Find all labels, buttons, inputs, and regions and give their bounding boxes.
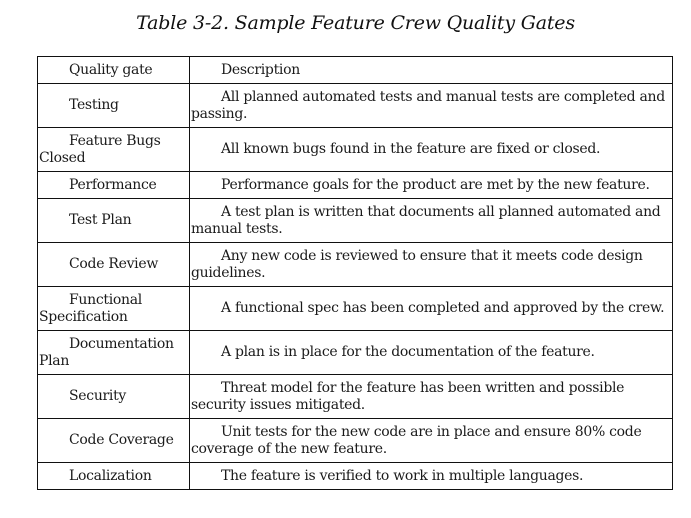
gate-description: Any new code is reviewed to ensure that it meets code design guidelines. bbox=[191, 247, 643, 281]
table-row bbox=[38, 84, 673, 128]
header-cell-description bbox=[190, 57, 673, 84]
gate-name: Test Plan bbox=[69, 212, 132, 228]
gate-name: Security bbox=[69, 388, 127, 404]
table-row bbox=[38, 419, 673, 463]
gate-description: All planned automated tests and manual tests are completed and passing. bbox=[191, 88, 665, 122]
table-row bbox=[38, 199, 673, 243]
gate-name: Testing bbox=[69, 97, 119, 113]
table-row bbox=[38, 172, 673, 199]
table-row bbox=[38, 287, 673, 331]
description-cell bbox=[190, 287, 673, 331]
gate-name: Localization bbox=[69, 467, 152, 484]
gate-description: A functional spec has been completed and approved by the crew. bbox=[221, 300, 665, 316]
gate-cell bbox=[38, 331, 190, 375]
description-cell bbox=[190, 375, 673, 419]
gate-name: Documentation Plan bbox=[39, 335, 174, 369]
header-label: Quality gate bbox=[69, 61, 153, 78]
gate-description: Unit tests for the new code are in place and ensure 80% code coverage of the new feature. bbox=[191, 423, 642, 457]
header-label: Description bbox=[221, 61, 300, 78]
gate-cell bbox=[38, 172, 190, 199]
gate-cell bbox=[38, 287, 190, 331]
description-cell bbox=[190, 172, 673, 199]
gate-name: Code Review bbox=[69, 256, 159, 272]
description-cell bbox=[190, 84, 673, 128]
description-cell bbox=[190, 331, 673, 375]
gate-description: A plan is in place for the documentation of the feature. bbox=[221, 344, 595, 360]
table-row bbox=[38, 375, 673, 419]
table-header-row bbox=[38, 57, 673, 84]
gate-description: All known bugs found in the feature are fixed or closed. bbox=[221, 141, 601, 157]
table-row bbox=[38, 463, 673, 490]
gate-cell bbox=[38, 463, 190, 490]
gate-description: A test plan is written that documents all planned automated and manual tests. bbox=[191, 203, 661, 237]
description-cell bbox=[190, 419, 673, 463]
header-cell-quality-gate bbox=[38, 57, 190, 84]
gate-description: Threat model for the feature has been written and possible security issues mitigated. bbox=[191, 379, 625, 413]
gate-cell bbox=[38, 419, 190, 463]
gate-name: Feature Bugs Closed bbox=[39, 132, 161, 166]
gate-name: Code Coverage bbox=[69, 432, 174, 448]
gate-cell bbox=[38, 128, 190, 172]
gate-description: The feature is verified to work in multiple languages. bbox=[221, 467, 584, 484]
table-row bbox=[38, 128, 673, 172]
gate-cell bbox=[38, 243, 190, 287]
gate-cell bbox=[38, 375, 190, 419]
description-cell bbox=[190, 128, 673, 172]
gate-name: Functional Specification bbox=[39, 291, 142, 325]
description-cell bbox=[190, 463, 673, 490]
gate-cell bbox=[38, 199, 190, 243]
table-row bbox=[38, 243, 673, 287]
gate-name: Performance bbox=[69, 176, 157, 193]
gate-cell bbox=[38, 84, 190, 128]
description-cell bbox=[190, 199, 673, 243]
gate-description: Performance goals for the product are met by the new feature. bbox=[221, 176, 650, 193]
description-cell bbox=[190, 243, 673, 287]
table-row bbox=[38, 331, 673, 375]
quality-gates-table bbox=[37, 56, 673, 490]
table-caption: Table 3-2. Sample Feature Crew Quality Gates bbox=[136, 12, 575, 34]
